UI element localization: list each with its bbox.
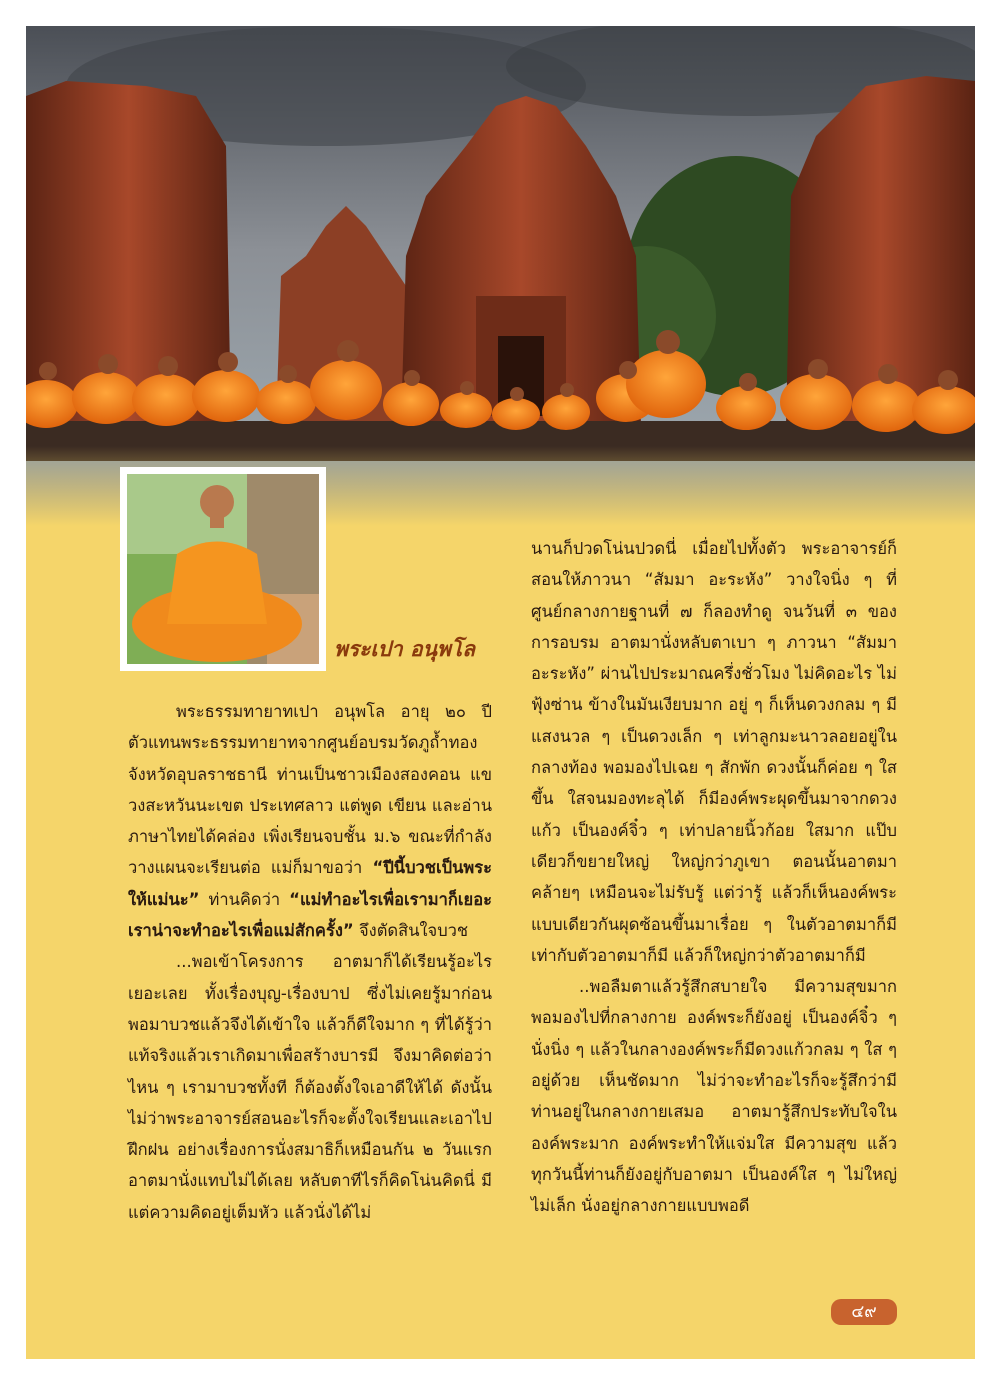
right-column	[531, 533, 897, 1222]
paragraph: นานก็ปวดโน่นปวดนี่ เมื่อยไปทั้งตัว พระอาจารย์ก็สอนให้ภาวนา “สัมมา อะระหัง” วางใจนิ่ง ๆ ที่ศูนย์กลางกายฐานที่ ๗ ก็ลองทำดู จนวันที่ ๓ ของการอบรม อาตมานั่งหลับตาเบา ๆ ภาวนา “สัมมา อะระหัง” ผ่านไปประมาณครึ่งชั่วโมง ไม่คิดอะไร ไม่ฟุ้งซ่าน ข้างในมันเงียบมาก อยู่ ๆ ก็เห็นดวงกลม ๆ มีแสงนวล ๆ เป็นดวงเล็ก ๆ เท่าลูกมะนาวลอยอยู่ในกลางท้อง พอมองไปเฉย ๆ สักพัก ดวงนั้นก็ค่อย ๆ ใสขึ้น ใสจนมองทะลุได้ ก็มีองค์พระผุดขึ้นมาจากดวงแก้ว เป็นองค์จิ๋ว ๆ เท่าปลายนิ้วก้อย ใสมาก แป๊บเดียวก็ขยายใหญ่ ใหญ่กว่าภูเขา ตอนนั้นอาตมาคล้ายๆ เหมือนจะไม่รับรู้ แต่ว่ารู้ แล้วก็เห็นองค์พระแบบเดียวกันผุดซ้อนขึ้นมาเรื่อย ๆ ในตัวอาตมาก็มี เท่ากับตัวอาตมาก็มี แล้วก็ใหญ่กว่าตัวอาตมาก็มี	[531, 539, 897, 965]
left-column	[128, 696, 492, 1228]
paragraph: ...พอเข้าโครงการ อาตมาก็ได้เรียนรู้อะไรเยอะเลย ทั้งเรื่องบุญ-เรื่องบาป ซึ่งไม่เคยรู้มาก่อน พอมาบวชแล้วจึงได้เข้าใจ แล้วก็ดีใจมาก ๆ ที่ได้รู้ว่าแท้จริงแล้วเราเกิดมาเพื่อสร้างบารมี จึงมาคิดต่อว่าไหน ๆ เรามาบวชทั้งที ก็ต้องตั้งใจเอาดีให้ได้ ดังนั้นไม่ว่าพระอาจารย์สอนอะไรก็จะตั้งใจเรียนและเอาไปฝึกฝน อย่างเรื่องการนั่งสมาธิก็เหมือนกัน ๒ วันแรกอาตมานั่งแทบไม่ได้เลย หลับตาทีไรก็คิดโน่นคิดนี่ มีแต่ความคิดอยู่เต็มหัว แล้วนั่งได้ไม่	[128, 952, 492, 1222]
portrait-caption: พระเปา อนุพโล	[334, 636, 475, 661]
paragraph: พระธรรมทายาทเปา อนุพโล อายุ ๒๐ ปี ตัวแทนพระธรรมทายาทจากศูนย์อบรมวัดภูถ้ำทอง จังหวัดอุบลราชธานี ท่านเป็นชาวเมืองสองคอน แขวงสะหวันนะเขต ประเทศลาว แต่พูด เขียน และอ่านภาษาไทยได้คล่อง เพิ่งเรียนจบชั้น ม.๖ ขณะที่กำลังวางแผนจะเรียนต่อ แม่ก็มาขอว่า “ปีนี้บวชเป็นพระให้แม่นะ” ท่านคิดว่า “แม่ทำอะไรเพื่อเรามาก็เยอะ เราน่าจะทำอะไรเพื่อแม่สักครั้ง” จึงตัดสินใจบวช	[128, 702, 492, 941]
paragraph: ..พอลืมตาแล้วรู้สึกสบายใจ มีความสุขมาก พอมองไปที่กลางกาย องค์พระก็ยังอยู่ เป็นองค์จิ๋ว ๆ นั่งนิ่ง ๆ แล้วในกลางองค์พระก็มีดวงแก้วกลม ๆ ใส ๆ อยู่ด้วย เห็นชัดมาก ไม่ว่าจะทำอะไรก็จะรู้สึกว่ามีท่านอยู่ในกลางกายเสมอ อาตมารู้สึกประทับใจในองค์พระมาก องค์พระทำให้แจ่มใส มีความสุข แล้วทุกวันนี้ท่านก็ยังอยู่กับอาตมา เป็นองค์ใส ๆ ไม่ใหญ่ ไม่เล็ก นั่งอยู่กลางกายแบบพอดี	[531, 977, 897, 1216]
page-number-badge: ๔๙	[831, 1299, 897, 1325]
monk-portrait	[120, 467, 326, 671]
hero-photo	[26, 26, 975, 526]
magazine-page	[26, 26, 975, 1359]
